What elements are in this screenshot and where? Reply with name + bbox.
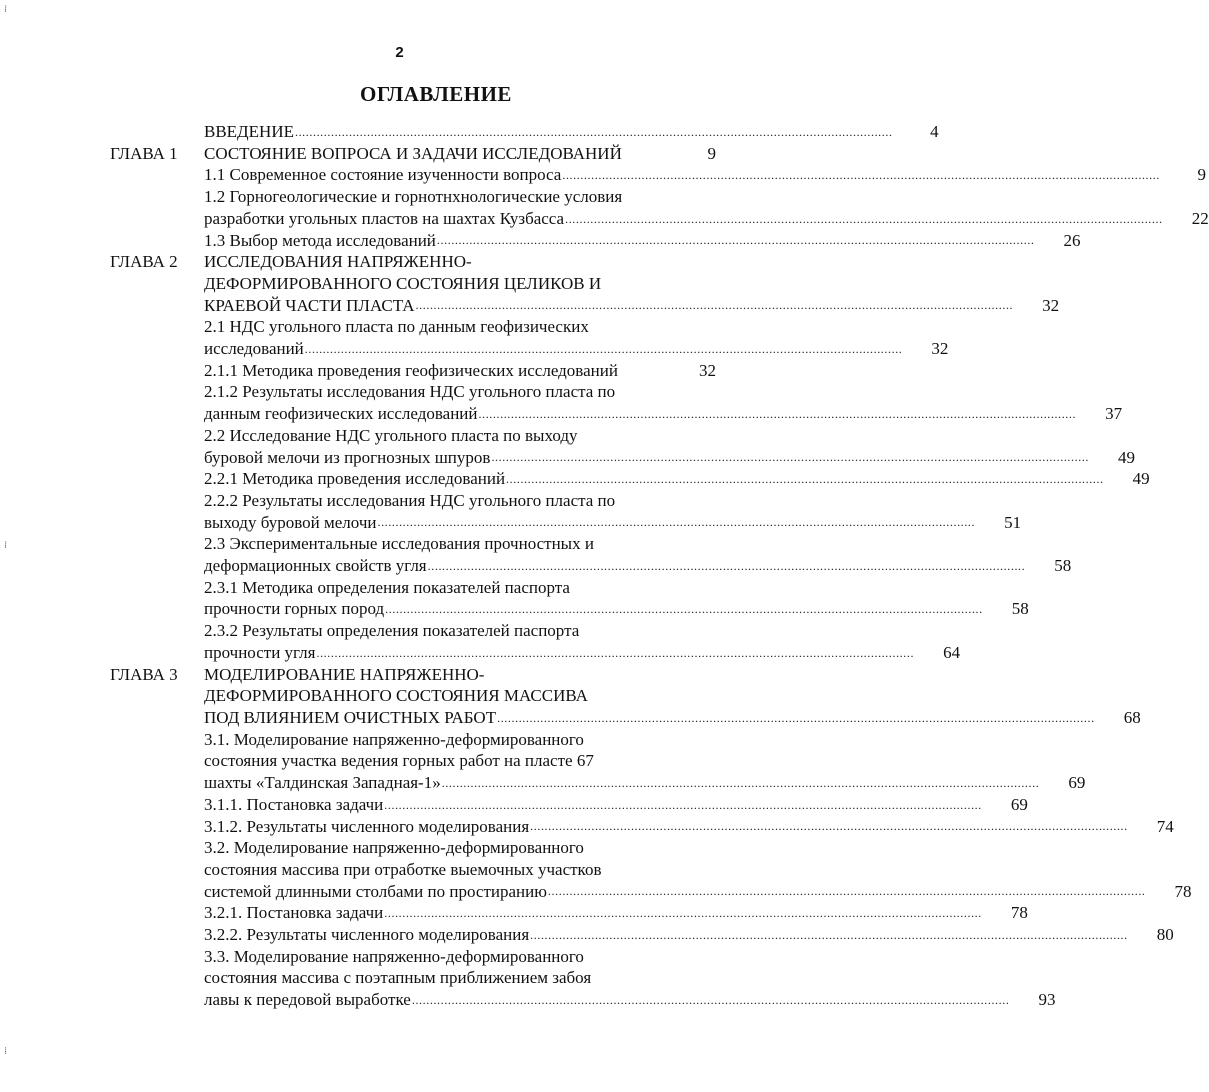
page-title: ОГЛАВЛЕНИЕ — [360, 82, 512, 106]
dot-leader — [562, 169, 1160, 181]
dot-leader — [428, 560, 1026, 572]
toc-page-number: 9 — [1197, 165, 1206, 185]
dot-leader — [530, 929, 1128, 941]
toc-entry-line: 2.2 Исследование НДС угольного пласта по выходу — [204, 425, 578, 445]
toc-entry — [110, 230, 1081, 252]
toc-entry-line: 2.2.2 Результаты исследования НДС угольного пласта по — [204, 490, 616, 510]
toc-page-number: 69 — [1068, 773, 1086, 793]
toc-entry — [110, 316, 949, 359]
toc-page-number: 58 — [1011, 599, 1029, 619]
toc-entry-line: 2.3.2 Результаты определения показателей паспорта — [204, 621, 580, 641]
toc-entry-line: ВВЕДЕНИЕ — [204, 122, 294, 141]
toc-entry-line: состояния массива с поэтапным приближением забоя — [204, 968, 592, 988]
toc-entry-line: 3.3. Моделирование напряженно-деформированного — [204, 946, 584, 966]
toc-entry-line: МОДЕЛИРОВАНИЕ НАПРЯЖЕННО- — [204, 664, 485, 684]
toc-entry — [110, 816, 1174, 838]
toc-entry-line: шахты «Талдинская Западная-1» — [204, 773, 441, 793]
toc-entry-line: ПОД ВЛИЯНИЕМ ОЧИСТНЫХ РАБОТ — [204, 707, 497, 727]
table-of-contents — [110, 121, 1209, 1011]
toc-page-number: 58 — [1054, 556, 1072, 576]
toc-page-number: 37 — [1105, 404, 1123, 424]
dot-leader — [384, 907, 982, 919]
dot-leader — [565, 213, 1163, 225]
toc-entry-line: данным геофизических исследований — [204, 404, 478, 424]
toc-page-number: 78 — [1010, 903, 1028, 923]
toc-page-number: 68 — [1123, 707, 1141, 727]
toc-page-number: 49 — [1118, 447, 1136, 467]
toc-entry — [110, 924, 1174, 946]
toc-entry — [110, 425, 1136, 468]
toc-entry-line: 3.1.2. Результаты численного моделирования — [204, 816, 530, 836]
toc-page-number: 80 — [1156, 925, 1174, 945]
toc-page-number: 32 — [1042, 295, 1060, 315]
toc-entry-line: ДЕФОРМИРОВАННОГО СОСТОЯНИЯ ЦЕЛИКОВ И — [204, 273, 602, 293]
toc-entry-line: СОСТОЯНИЕ ВОПРОСА И ЗАДАЧИ ИССЛЕДОВАНИЙ — [204, 143, 622, 163]
toc-entry — [110, 664, 1141, 729]
toc-page-number: 64 — [943, 642, 961, 662]
toc-entry-line: 1.1 Современное состояние изученности вопроса — [204, 165, 562, 185]
toc-page-number: 32 — [931, 339, 949, 359]
toc-entry-line: 3.2.2. Результаты численного моделирования — [204, 925, 530, 945]
toc-chapter-label: ГЛАВА 3 — [110, 664, 178, 684]
toc-entry-line: лавы к передовой выработке — [204, 990, 411, 1010]
dot-leader — [316, 647, 914, 659]
dot-leader — [416, 299, 1014, 311]
toc-entry — [110, 794, 1028, 816]
toc-page-number: 32 — [699, 360, 716, 380]
toc-entry — [110, 381, 1123, 424]
toc-entry-line: 3.2. Моделирование напряженно-деформированного — [204, 838, 584, 858]
dot-leader — [412, 994, 1010, 1006]
toc-entry — [110, 533, 1072, 576]
toc-entry — [110, 729, 1086, 794]
scan-margin-mark: ⁞ — [4, 1046, 8, 1057]
toc-entry-line: выходу буровой мелочи — [204, 512, 377, 532]
toc-page-number: 93 — [1038, 990, 1056, 1010]
toc-entry-line: 3.1. Моделирование напряженно-деформированного — [204, 729, 584, 749]
toc-entry — [110, 490, 1022, 533]
toc-entry-line: прочности горных пород — [204, 599, 385, 619]
dot-leader — [479, 408, 1077, 420]
toc-chapter-label: ГЛАВА 2 — [110, 252, 178, 272]
scan-margin-mark: ⁞ — [4, 4, 8, 15]
dot-leader — [384, 799, 982, 811]
toc-page-number: 4 — [930, 122, 939, 141]
toc-entry — [110, 164, 1206, 186]
toc-entry-line: ДЕФОРМИРОВАННОГО СОСТОЯНИЯ МАССИВА — [204, 686, 588, 706]
toc-page-number: 78 — [1174, 881, 1192, 901]
toc-entry-line: системой длинными столбами по простиранию — [204, 881, 547, 901]
toc-entry-line: 2.2.1 Методика проведения исследований — [204, 469, 506, 489]
toc-entry — [110, 902, 1028, 924]
dot-leader — [295, 126, 893, 138]
dot-leader — [506, 473, 1104, 485]
toc-page-number: 74 — [1156, 816, 1174, 836]
scan-margin-mark: ⁞ — [4, 540, 8, 551]
toc-entry-line: 1.3 Выбор метода исследований — [204, 230, 436, 250]
toc-page-number: 22 — [1191, 208, 1209, 228]
toc-page-number: 69 — [1010, 794, 1028, 814]
page-number: 2 — [395, 44, 404, 61]
toc-page-number: 26 — [1063, 230, 1081, 250]
toc-entry — [110, 360, 716, 382]
toc-entry-line: прочности угля — [204, 642, 316, 662]
toc-entry — [110, 946, 1056, 1011]
toc-entry-line: состояния массива при отработке выемочных участков — [204, 859, 602, 879]
dot-leader — [548, 885, 1146, 897]
toc-entry — [110, 121, 939, 143]
toc-entry-line: деформационных свойств угля — [204, 556, 427, 576]
dot-leader — [437, 234, 1035, 246]
toc-entry-line: 2.1.1 Методика проведения геофизических исследований — [204, 360, 618, 380]
toc-page-number: 51 — [1004, 512, 1022, 532]
toc-entry — [110, 186, 1209, 229]
toc-entry-line: 3.2.1. Постановка задачи — [204, 903, 384, 923]
toc-entry-line: КРАЕВОЙ ЧАСТИ ПЛАСТА — [204, 295, 415, 315]
dot-leader — [377, 516, 975, 528]
toc-entry-line: 2.3 Экспериментальные исследования прочностных и — [204, 534, 594, 554]
dot-leader — [442, 777, 1040, 789]
toc-entry-line: ИССЛЕДОВАНИЯ НАПРЯЖЕННО- — [204, 252, 472, 272]
toc-entry — [110, 468, 1150, 490]
dot-leader — [530, 820, 1128, 832]
toc-entry-line: 2.1.2 Результаты исследования НДС угольного пласта по — [204, 382, 616, 402]
toc-page-number: 9 — [707, 143, 716, 163]
toc-entry-line: 3.1.1. Постановка задачи — [204, 794, 384, 814]
toc-entry — [110, 620, 961, 663]
toc-entry-line: 2.1 НДС угольного пласта по данным геофизических — [204, 317, 589, 337]
toc-entry — [110, 251, 1060, 316]
dot-leader — [305, 343, 903, 355]
toc-entry — [110, 577, 1029, 620]
toc-page-number: 49 — [1132, 469, 1150, 489]
toc-chapter-label: ГЛАВА 1 — [110, 143, 178, 163]
dot-leader — [385, 603, 983, 615]
toc-entry-line: 1.2 Горногеологические и горнотнхнологические условия — [204, 187, 623, 207]
toc-entry — [110, 837, 1192, 902]
toc-entry-line: разработки угольных пластов на шахтах Кузбасса — [204, 208, 565, 228]
toc-entry-line: 2.3.1 Методика определения показателей паспорта — [204, 577, 570, 597]
dot-leader — [497, 712, 1095, 724]
toc-entry — [110, 143, 716, 165]
toc-entry-line: состояния участка ведения горных работ на пласте 67 — [204, 751, 594, 771]
toc-entry-line: буровой мелочи из прогнозных шпуров — [204, 447, 491, 467]
dot-leader — [491, 451, 1089, 463]
toc-entry-line: исследований — [204, 339, 304, 359]
